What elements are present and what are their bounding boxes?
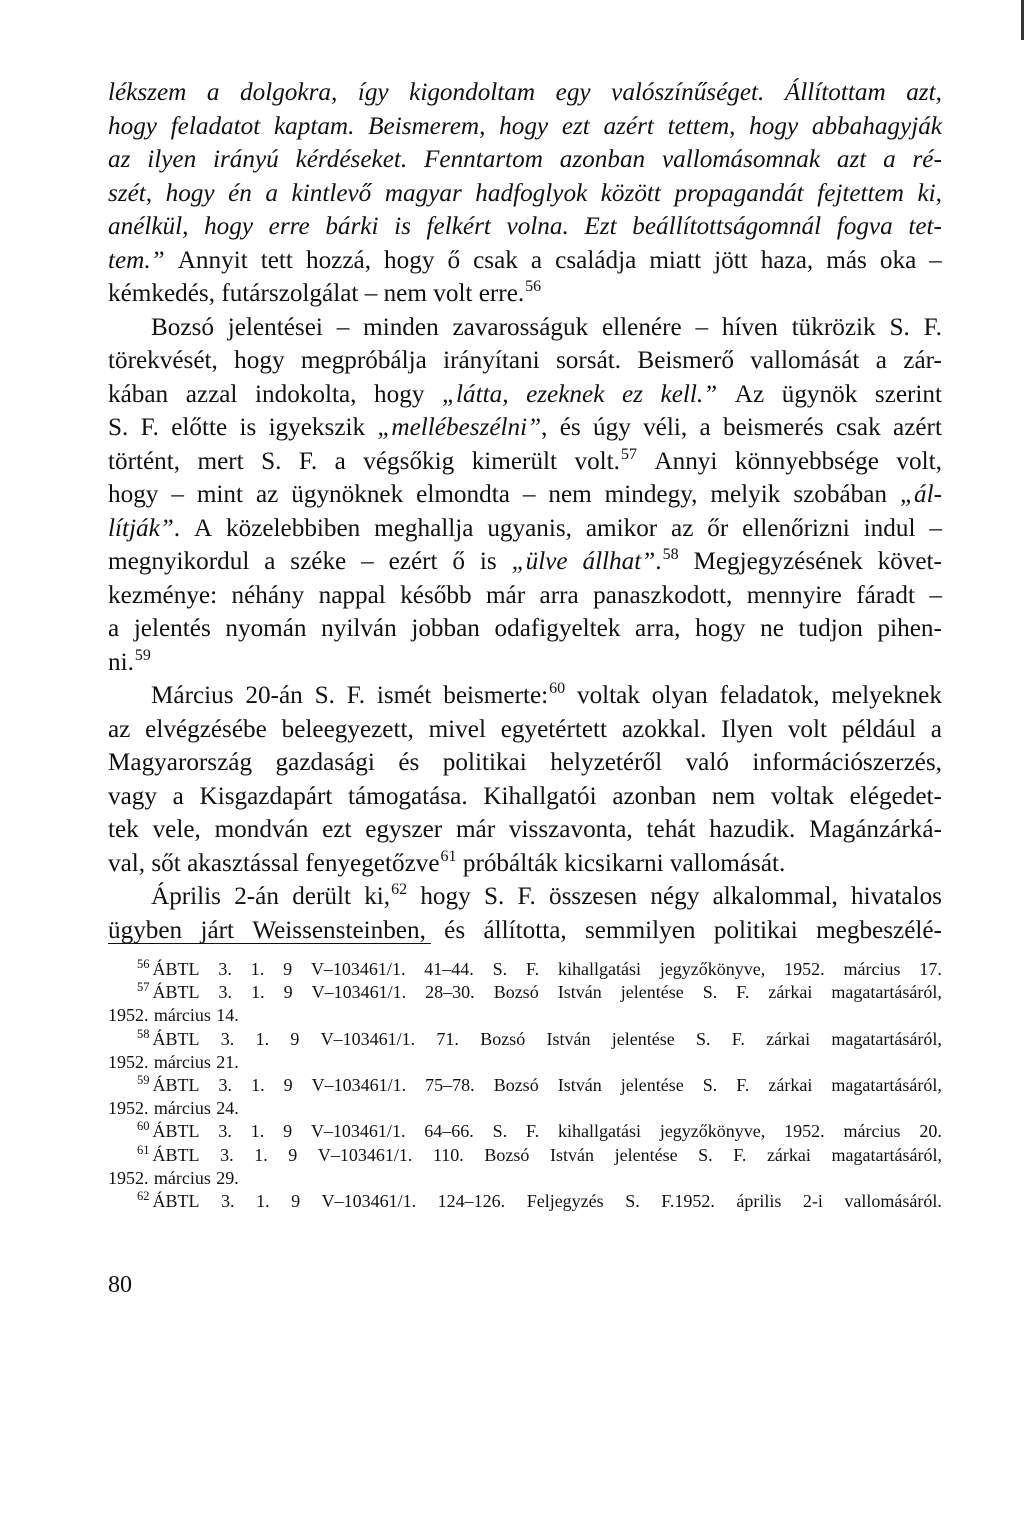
- footnote-ref: 61: [137, 1142, 150, 1157]
- footnote-line: $^{59}$ ÁBTL 3. 1. 9 V–103461/1. 75–78. Bozsó István jelentése S. F. zárkai magatartásáról,: [137, 1072, 942, 1095]
- text-line: Magyarország gazdasági és politikai helyzetéről való információszerzés,: [108, 749, 942, 776]
- text-line: val, sőt akasztással fenyegetőzve$^{61}$ próbálták kicsikarni vallomását.: [108, 847, 786, 877]
- footnote-ref: 56: [525, 278, 542, 295]
- text-line: kában azzal indokolta, hogy „látta, ezeknek ez kell.” Az ügynök szerint: [108, 380, 942, 408]
- text-line: törekvését, hogy megpróbálja irányítani sorsát. Beismerő vallomását a zár-: [108, 347, 942, 374]
- footnote-line: $^{56}$ ÁBTL 3. 1. 9 V–103461/1. 41–44. S. F. kihallgatási jegyzőkönyve, 1952. március 17.: [137, 957, 942, 979]
- footnote-line: $^{61}$ ÁBTL 3. 1. 9 V–103461/1. 110. Bozsó István jelentése S. F. zárkai magatartásáról,: [137, 1142, 942, 1165]
- footnote-line: $^{58}$ ÁBTL 3. 1. 9 V–103461/1. 71. Bozsó István jelentése S. F. zárkai magatartásáról,: [137, 1026, 942, 1049]
- text-line: lékszem a dolgokra, így kigondoltam egy valószínűséget. Állítottam azt,: [108, 79, 942, 106]
- footnote-ref: 59: [134, 646, 151, 664]
- text-line: történt, mert S. F. a végsőkig kimerült volt.$^{57}$ Annyi könnyebbsége volt,: [108, 445, 942, 475]
- text-line: kémkedés, futárszolgálat – nem volt erre.$^{56}$: [108, 278, 542, 307]
- footnote-line: 1952. március 21.: [108, 1051, 239, 1072]
- page-number: 80: [108, 1272, 132, 1298]
- footnote-line: 1952. március 29.: [108, 1167, 239, 1188]
- footnotes: [108, 958, 942, 1213]
- text-line: megnyikordul a széke – ezért ő is „ülve állhat”.$^{58}$ Megjegyzésének követ-: [108, 546, 942, 575]
- text-line: az elvégzésébe beleegyezett, mivel egyetértett azokkal. Ilyen volt például a: [108, 715, 942, 743]
- footnote-ref: 57: [620, 445, 637, 463]
- footnote-ref: 60: [137, 1119, 150, 1134]
- footnote-line: $^{62}$ ÁBTL 3. 1. 9 V–103461/1. 124–126. Feljegyzés S. F.1952. április 2-i vallomásáról.: [137, 1188, 942, 1211]
- footnote-ref: 62: [137, 1188, 150, 1203]
- text-line: tem.” Annyit tett hozzá, hogy ő csak a családja miatt jött haza, más oka –: [108, 246, 942, 274]
- text-line: S. F. előtte is igyekszik „mellébeszélni”, és úgy véli, a beismerés csak azért: [108, 414, 942, 441]
- footnote-line: $^{57}$ ÁBTL 3. 1. 9 V–103461/1. 28–30. Bozsó István jelentése S. F. zárkai magatartásáról,: [137, 980, 942, 1003]
- footnote-ref: 58: [137, 1026, 150, 1041]
- text-line: Március 20-án S. F. ismét beismerte:$^{60}$ voltak olyan feladatok, melyeknek: [151, 680, 942, 709]
- text-line: vagy a Kisgazdapárt támogatása. Kihallgatói azonban nem voltak elégedet-: [108, 782, 942, 810]
- text-line: szét, hogy én a kintlevő magyar hadfoglyok között propagandát fejtettem ki,: [108, 179, 942, 207]
- footnote-ref: 62: [391, 881, 408, 898]
- text-line: Bozsó jelentései – minden zavarosságuk ellenére – híven tükrözik S. F.: [151, 313, 942, 341]
- text-line: ügyben járt Weissensteinben, és állította, semmilyen politikai megbeszélé-: [108, 916, 942, 944]
- footnote-ref: 58: [662, 546, 679, 563]
- text-line: Április 2-án derült ki,$^{62}$ hogy S. F. összesen négy alkalommal, hivatalos: [151, 881, 942, 910]
- body-text: [108, 76, 942, 947]
- text-line: lítják”. A közelebbiben meghallja ugyanis, amikor az őr ellenőrizni indul –: [108, 514, 942, 542]
- text-line: hogy – mint az ügynöknek elmondta – nem mindegy, melyik szobában „ál-: [108, 481, 942, 508]
- footnote-rule: [108, 943, 431, 944]
- text-line: hogy feladatot kaptam. Beismerem, hogy ezt azért tettem, hogy abbahagyják: [108, 112, 942, 140]
- footnote-ref: 60: [549, 680, 566, 697]
- footnote-ref: 61: [440, 847, 457, 865]
- footnote-ref: 59: [137, 1072, 150, 1087]
- footnote-line: 1952. március 24.: [108, 1098, 239, 1119]
- footnote-ref: 56: [137, 957, 150, 971]
- text-line: tek vele, mondván ezt egyszer már visszavonta, tehát hazudik. Magánzárká-: [108, 816, 942, 843]
- footnote-ref: 57: [137, 980, 150, 995]
- text-line: az ilyen irányú kérdéseket. Fenntartom azonban vallomásomnak azt a ré-: [108, 146, 942, 173]
- text-line: anélkül, hogy erre bárki is felkért volna. Ezt beállítottságomnál fogva tet-: [108, 213, 942, 240]
- footnote-line: $^{60}$ ÁBTL 3. 1. 9 V–103461/1. 64–66. S. F. kihallgatási jegyzőkönyve, 1952. március 20.: [137, 1119, 942, 1142]
- text-line: a jelentés nyomán nyilván jobban odafigyeltek arra, hogy ne tudjon pihen-: [108, 615, 942, 642]
- text-line: ni.$^{59}$: [108, 646, 151, 676]
- text-line: kezménye: néhány nappal később már arra panaszkodott, mennyire fáradt –: [108, 581, 942, 609]
- footnote-line: 1952. március 14.: [108, 1005, 239, 1026]
